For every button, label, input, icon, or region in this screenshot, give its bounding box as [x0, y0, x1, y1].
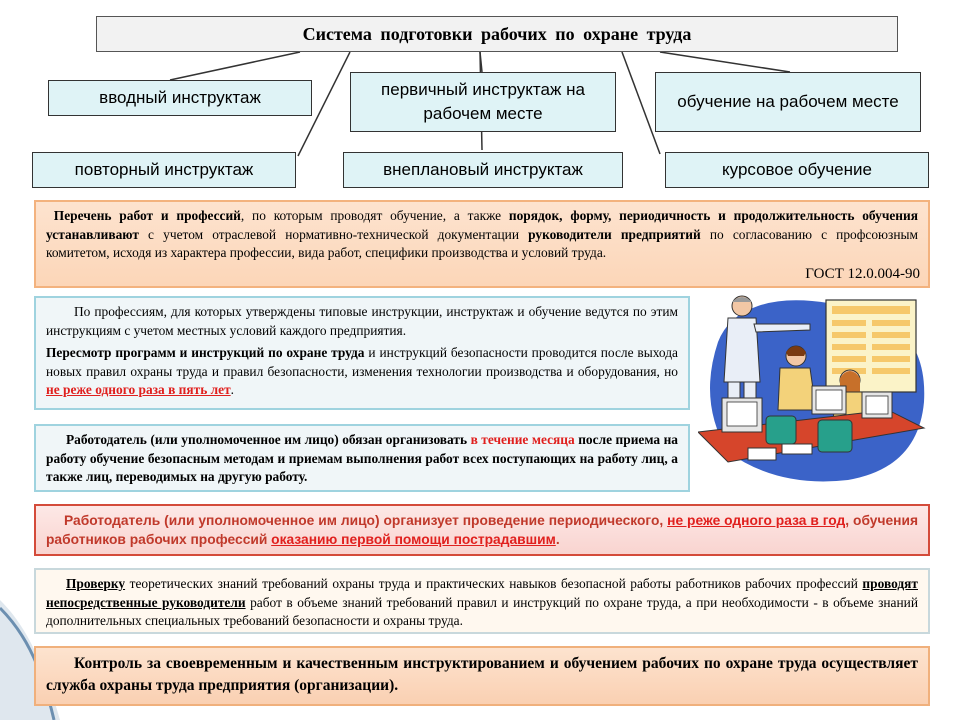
panel-instrukcii	[34, 296, 690, 410]
node-obuchenie: обучение на рабочем месте	[655, 72, 921, 132]
panel4-c: , обучения работников рабочих профессий	[46, 513, 919, 547]
panel4-d: оказанию первой помощи пострадавшим	[271, 532, 556, 547]
node-povtorny: повторный инструктаж	[32, 152, 296, 188]
panel-proverka	[34, 568, 930, 634]
classroom-illustration	[698, 292, 928, 488]
panel4-e: .	[555, 532, 560, 547]
panel2-paragraph2	[46, 344, 678, 400]
panel6-text: Контроль за своевременным и качественным инструктированием и обучением рабочих по охране труда осуществляет служба охраны труда предприятия (организации).	[46, 655, 918, 694]
panel5-d: работ в объеме знаний требований правил и инструкций по охране труда, а при необходимости - в объеме знаний дополнительных специальных требований безопасности и охраны труда.	[46, 594, 918, 629]
panel1-s4: с учетом отраслевой нормативно-технической документации	[138, 226, 529, 242]
panel1-s3: порядок, форму, периодичность и продолжительность обучения устанавливают	[46, 208, 918, 242]
panel2-paragraph1: По профессиям, для которых утверждены типовые инструкции, инструктаж и обучение ведутся по этим инструкциям с учетом местных условий каждого предприятия.	[46, 304, 678, 338]
gost-reference: ГОСТ 12.0.004-90	[805, 266, 920, 283]
panel-pervaya-pomosch	[34, 504, 930, 556]
panel2-p2a: Пересмотр программ и инструкций по охране труда	[46, 345, 365, 361]
panel5-c: проводят непосредственные руководители	[46, 576, 918, 610]
panel4-b: не реже одного раза в год	[667, 513, 846, 528]
panel2-p2b: и инструкций безопасности проводится после выхода новых правил охраны труда и правил безопасности, изменения технологии производства и оборудования, но	[46, 345, 678, 379]
panel5-a: Проверку	[66, 576, 126, 591]
panel3-a: Работодатель (или уполномоченное им лицо) обязан организовать	[66, 432, 471, 447]
panel1-s1: Перечень работ и профессий	[53, 208, 241, 223]
panel2-p2c: не реже одного раза в пять лет	[46, 382, 231, 398]
panel1-s5: руководители предприятий	[528, 226, 701, 242]
panel-rabotodatel-mesyac	[34, 424, 690, 492]
panel-kontrol	[34, 646, 930, 706]
panel5-b: теоретических знаний требований охраны труда и практических навыков безопасной работы работников рабочих профессий	[125, 576, 863, 591]
panel1-s2: , по которым проводят обучение, а также	[240, 208, 509, 223]
page-title: Система подготовки рабочих по охране труда	[96, 16, 898, 52]
node-pervichny: первичный инструктаж на рабочем месте	[350, 72, 616, 132]
panel4-a: Работодатель (или уполномоченное им лицо) организует проведение периодического,	[64, 513, 668, 528]
panel2-p2d: .	[230, 382, 235, 398]
node-vneplanovy: внеплановый инструктаж	[343, 152, 623, 188]
panel3-b: в течение месяца	[470, 432, 575, 447]
panel1-s6: по согласованию с профсоюзным комитетом, исходя из характера профессии, вида работ, специфики производства и условий труда.	[46, 226, 918, 261]
panel3-c: после приема на работу обучение безопасным методам и приемам выполнения работ всех поступающих на работу лиц, а также лиц, переводимых на другую работу.	[46, 432, 678, 485]
node-kursovoe: курсовое обучение	[665, 152, 929, 188]
node-vvodny: вводный инструктаж	[48, 80, 312, 116]
panel-perechen	[34, 200, 930, 288]
